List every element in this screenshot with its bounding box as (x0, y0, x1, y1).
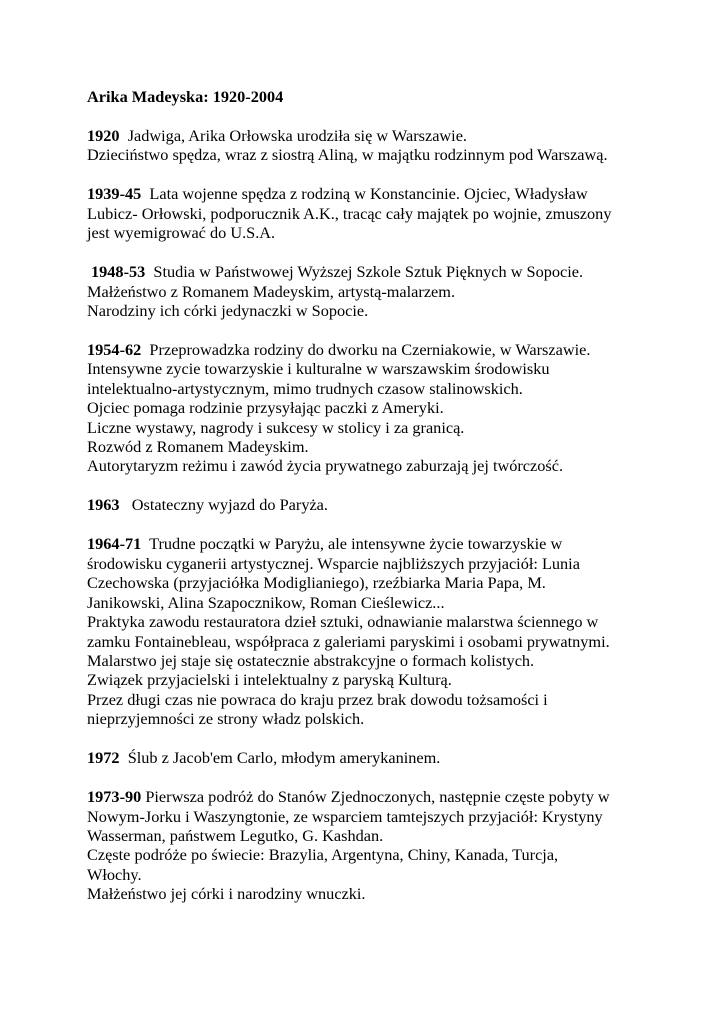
entry-line (87, 262, 687, 281)
entry-line (87, 204, 687, 223)
entry-year: 1920 (87, 126, 120, 145)
entry-line (87, 437, 687, 456)
entry-text: Włochy. (87, 864, 142, 884)
entry-text: nieprzyjemności ze strony władz polskich. (87, 709, 365, 729)
entry-text: Jadwiga, Arika Orłowska urodziła się w Warszawie. (127, 126, 467, 145)
entry-text: Wasserman, państwem Legutko, G. Kashdan. (87, 825, 384, 845)
entry-line (87, 418, 687, 437)
biography-entry (87, 748, 687, 767)
biography-entries (87, 126, 687, 904)
entry-text: Nowym-Jorku i Waszyngtonie, ze wsparciem tamtejszych przyjaciół: Krystyny (87, 806, 603, 826)
entry-year: 1964-71 (87, 534, 142, 554)
entry-line (87, 456, 687, 475)
entry-text: zamku Fontainebleau, współpraca z galeriami paryskimi i osobami prywatnymi. (87, 631, 610, 651)
entry-line (87, 340, 687, 359)
entry-text: Trudne początki w Paryżu, ale intensywne życie towarzyskie w (149, 534, 563, 554)
biography-entry (87, 495, 687, 514)
entry-line (87, 282, 687, 301)
entry-line (87, 632, 687, 651)
entry-text: Janikowski, Alina Szapocznikow, Roman Cieślewicz... (87, 592, 445, 612)
entry-year: 1939-45 (87, 184, 142, 204)
entry-text: Przeprowadzka rodziny do dworku na Czerniakowie, w Warszawie. (149, 340, 591, 360)
entry-line (87, 145, 687, 164)
entry-text: Ślub z Jacob'em Carlo, młodym amerykaninem. (127, 748, 441, 768)
entry-line (87, 301, 687, 320)
entry-line (87, 845, 687, 864)
entry-year: 1948-53 (91, 262, 146, 282)
entry-line (87, 359, 687, 378)
biography-entry (87, 787, 687, 903)
entry-text: Czechowska (przyjaciółka Modiglianiego), rzeźbiarka Maria Papa, M. (87, 573, 546, 593)
entry-line (87, 398, 687, 417)
biography-entry (87, 126, 687, 165)
entry-line (87, 534, 687, 553)
entry-line (87, 670, 687, 689)
entry-text: Częste podróże po świecie: Brazylia, Argentyna, Chiny, Kanada, Turcja, (87, 845, 559, 865)
entry-text: Pierwsza podróż do Stanów Zjednoczonych, następnie częste pobyty w (145, 787, 610, 807)
entry-text: Liczne wystawy, nagrody i sukcesy w stolicy i za granicą. (87, 417, 465, 437)
entry-line (87, 884, 687, 903)
entry-line (87, 612, 687, 631)
entry-line (87, 651, 687, 670)
biography-entry (87, 340, 687, 476)
entry-line (87, 787, 687, 806)
entry-line (87, 184, 687, 203)
entry-text: Lubicz- Orłowski, podporucznik A.K., tracąc cały majątek po wojnie, zmuszony (87, 203, 612, 223)
entry-line (87, 709, 687, 728)
entry-text: Malarstwo jej staje się ostatecznie abstrakcyjne o formach kolistych. (87, 650, 535, 670)
entry-line (87, 379, 687, 398)
entry-text: Związek przyjacielski i intelektualny z paryską Kulturą. (87, 670, 452, 690)
entry-text: Przez długi czas nie powraca do kraju przez brak dowodu tożsamości i (87, 689, 548, 709)
entry-text: Narodziny ich córki jedynaczki w Sopocie. (87, 301, 369, 321)
entry-text: Praktyka zawodu restauratora dzieł sztuki, odnawianie malarstwa ściennego w (87, 612, 599, 632)
entry-line (87, 573, 687, 592)
entry-text: Studia w Państwowej Wyższej Szkole Sztuk Pięknych w Sopocie. (153, 262, 584, 282)
entry-line (87, 826, 687, 845)
entry-year: 1972 (87, 748, 120, 768)
entry-year: 1963 (87, 495, 120, 515)
entry-line (87, 748, 687, 767)
entry-text: Małżeństwo z Romanem Madeyskim, artystą-malarzem. (87, 281, 456, 301)
entry-line (87, 126, 687, 145)
entry-line (87, 554, 687, 573)
entry-text: Intensywne zycie towarzyskie i kulturalne w warszawskim środowisku (87, 359, 550, 379)
entry-text: Autorytaryzm reżimu i zawód życia prywatnego zaburzają jej twórczość. (87, 456, 564, 476)
entry-text: Rozwód z Romanem Madeyskim. (87, 437, 309, 457)
entry-text: Lata wojenne spędza z rodziną w Konstancinie. Ojciec, Władysław (149, 184, 588, 204)
entry-line (87, 807, 687, 826)
document-page (87, 87, 687, 923)
entry-line (87, 865, 687, 884)
entry-text: jest wyemigrować do U.S.A. (87, 223, 276, 243)
entry-text: Ostateczny wyjazd do Paryża. (131, 495, 328, 515)
entry-text: Małżeństwo jej córki i narodziny wnuczki. (87, 884, 366, 904)
entry-line (87, 690, 687, 709)
biography-entry (87, 262, 687, 320)
document-title: Arika Madeyska: 1920-2004 (87, 87, 284, 106)
entry-line (87, 495, 687, 514)
entry-text: środowisku cyganerii artystycznej. Wsparcie najbliższych przyjaciół: Lunia (87, 553, 580, 573)
entry-year: 1973-90 (87, 787, 142, 807)
entry-line (87, 593, 687, 612)
biography-entry (87, 184, 687, 242)
entry-year: 1954-62 (87, 340, 142, 360)
entry-line (87, 223, 687, 242)
biography-entry (87, 534, 687, 728)
entry-text: Ojciec pomaga rodzinie przysyłając paczki z Ameryki. (87, 398, 444, 418)
entry-text: intelektualno-artystycznym, mimo trudnych czasow stalinowskich. (87, 378, 523, 398)
entry-text: Dzieciństwo spędza, wraz z siostrą Aliną, w majątku rodzinnym pod Warszawą. (87, 145, 608, 165)
